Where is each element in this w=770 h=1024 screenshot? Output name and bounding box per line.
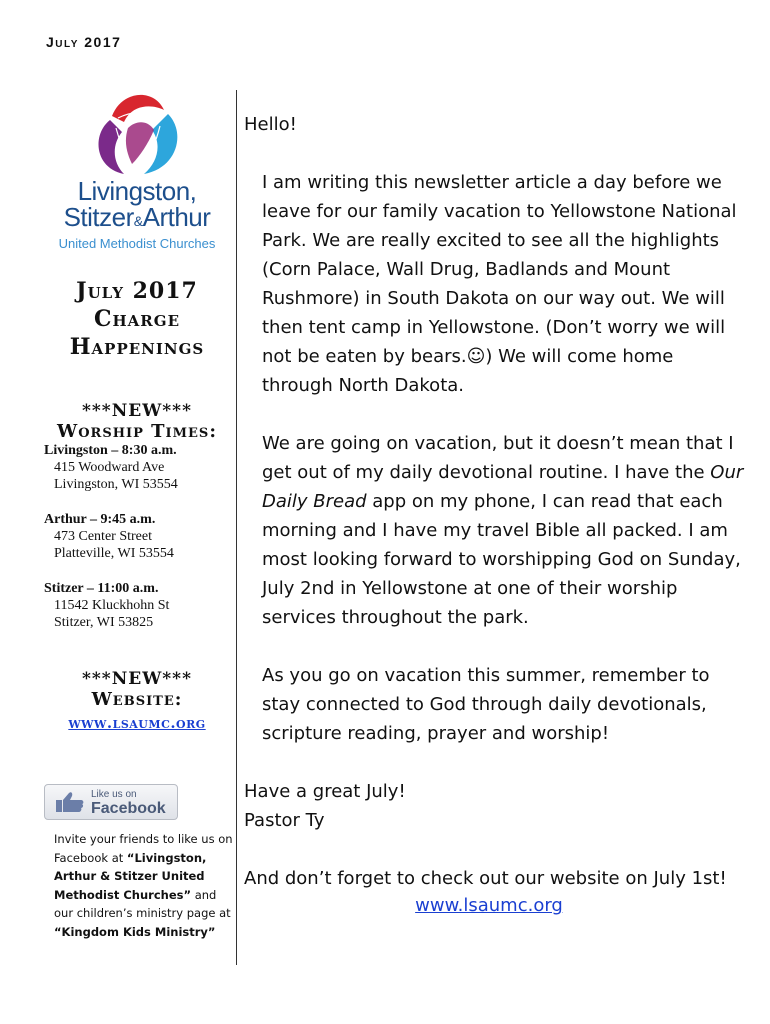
church-address-line-1: 415 Woodward Ave: [54, 460, 165, 475]
church-arthur: [44, 511, 230, 562]
church-name: Arthur – 9:45 a.m.: [44, 512, 156, 527]
paragraph-gap: [244, 632, 744, 661]
charge-title-line-3: Happenings: [69, 334, 205, 360]
facebook-like-button[interactable]: [44, 784, 178, 820]
para2-text-a: We are going on vacation, but it doesn’t mean that I get out of my daily devotional routine. I have the: [262, 433, 734, 483]
charge-happenings-title: [44, 277, 230, 361]
column-divider: [236, 90, 237, 965]
charge-title-line-2: Charge: [93, 306, 181, 332]
logo-arthur: Arthur: [142, 202, 211, 232]
invite-text-1: Invite your friends to like us on Facebook at: [54, 832, 233, 865]
article-greeting: Hello!: [244, 114, 297, 135]
logo-stitzer: Stitzer: [63, 202, 134, 232]
paragraph-gap: [244, 748, 744, 777]
invite-text-2: and our children’s ministry page at: [54, 887, 231, 920]
invite-kids-page-name: “Kingdom Kids Ministry”: [54, 924, 216, 939]
church-address-line-2: Stitzer, WI 53825: [54, 615, 154, 630]
para2-text-b: app on my phone, I can read that each morning and I have my travel Bible all packed. I am most looking forward to worshipping God on Sunday, July 2nd in Yellowstone at one of their worship services throughout the park.: [262, 491, 741, 628]
article-paragraph-2: [244, 429, 744, 632]
article-paragraph-1: I am writing this newsletter article a day before we leave for our family vacation to Yellowstone National Park. We are really excited to see all the highlights (Corn Palace, Wall Drug, Badlands and Mount Rushmore) in South Dakota on our way out. We will then tent camp in Yellowstone. (Don’t worry we will not be eaten by bears.☺) We will come home through North Dakota.: [262, 172, 737, 396]
church-name: Stitzer – 11:00 a.m.: [44, 581, 159, 596]
pastor-article: [244, 110, 744, 920]
church-logo-icon: [82, 88, 192, 180]
facebook-button-text: [91, 788, 166, 816]
logo-line-2: [44, 204, 230, 234]
worship-new-label: ***NEW***: [82, 401, 192, 421]
article-reminder: And don’t forget to check out our website on July 1st!: [244, 868, 727, 889]
church-name: Livingston – 8:30 a.m.: [44, 443, 177, 458]
invite-page-name: “Livingston, Arthur & Stitzer United Methodist Churches”: [54, 850, 207, 902]
sidebar-website-link[interactable]: www.lsaumc.org: [68, 714, 206, 732]
thumbs-up-icon: [55, 790, 85, 814]
church-address-line-1: 11542 Kluckhohn St: [54, 598, 170, 613]
article-closing-2: Pastor Ty: [244, 810, 325, 831]
paragraph-gap: [244, 835, 744, 864]
church-address-line-2: Livingston, WI 53554: [54, 477, 178, 492]
paragraph-gap: [244, 139, 744, 168]
app-name: Our Daily Bread: [262, 462, 744, 512]
article-closing-1: Have a great July!: [244, 781, 406, 802]
sidebar: [44, 88, 233, 941]
worship-times-heading: Worship Times:: [57, 421, 217, 442]
facebook-invite-note: [54, 830, 234, 941]
logo-subtitle: United Methodist Churches: [58, 236, 216, 251]
facebook-like-us-label: Like us on: [91, 789, 137, 800]
logo-ampersand: &: [133, 213, 143, 229]
article-website-link[interactable]: www.lsaumc.org: [415, 895, 563, 916]
facebook-label: Facebook: [91, 800, 166, 817]
charge-title-line-1: July 2017: [76, 278, 198, 304]
website-new-label: ***NEW***: [82, 669, 192, 689]
church-address-line-1: 473 Center Street: [54, 529, 152, 544]
website-heading: Website:: [91, 689, 183, 710]
newsletter-date: July 2017: [46, 34, 122, 50]
logo-wordmark: [44, 178, 230, 251]
article-paragraph-3: As you go on vacation this summer, remember to stay connected to God through daily devotionals, scripture reading, prayer and worship!: [262, 665, 710, 744]
paragraph-gap: [244, 400, 744, 429]
church-livingston: [44, 442, 230, 493]
logo-line-1: Livingston,: [77, 176, 197, 206]
church-stitzer: [44, 580, 230, 631]
church-address-line-2: Platteville, WI 53554: [54, 546, 174, 561]
